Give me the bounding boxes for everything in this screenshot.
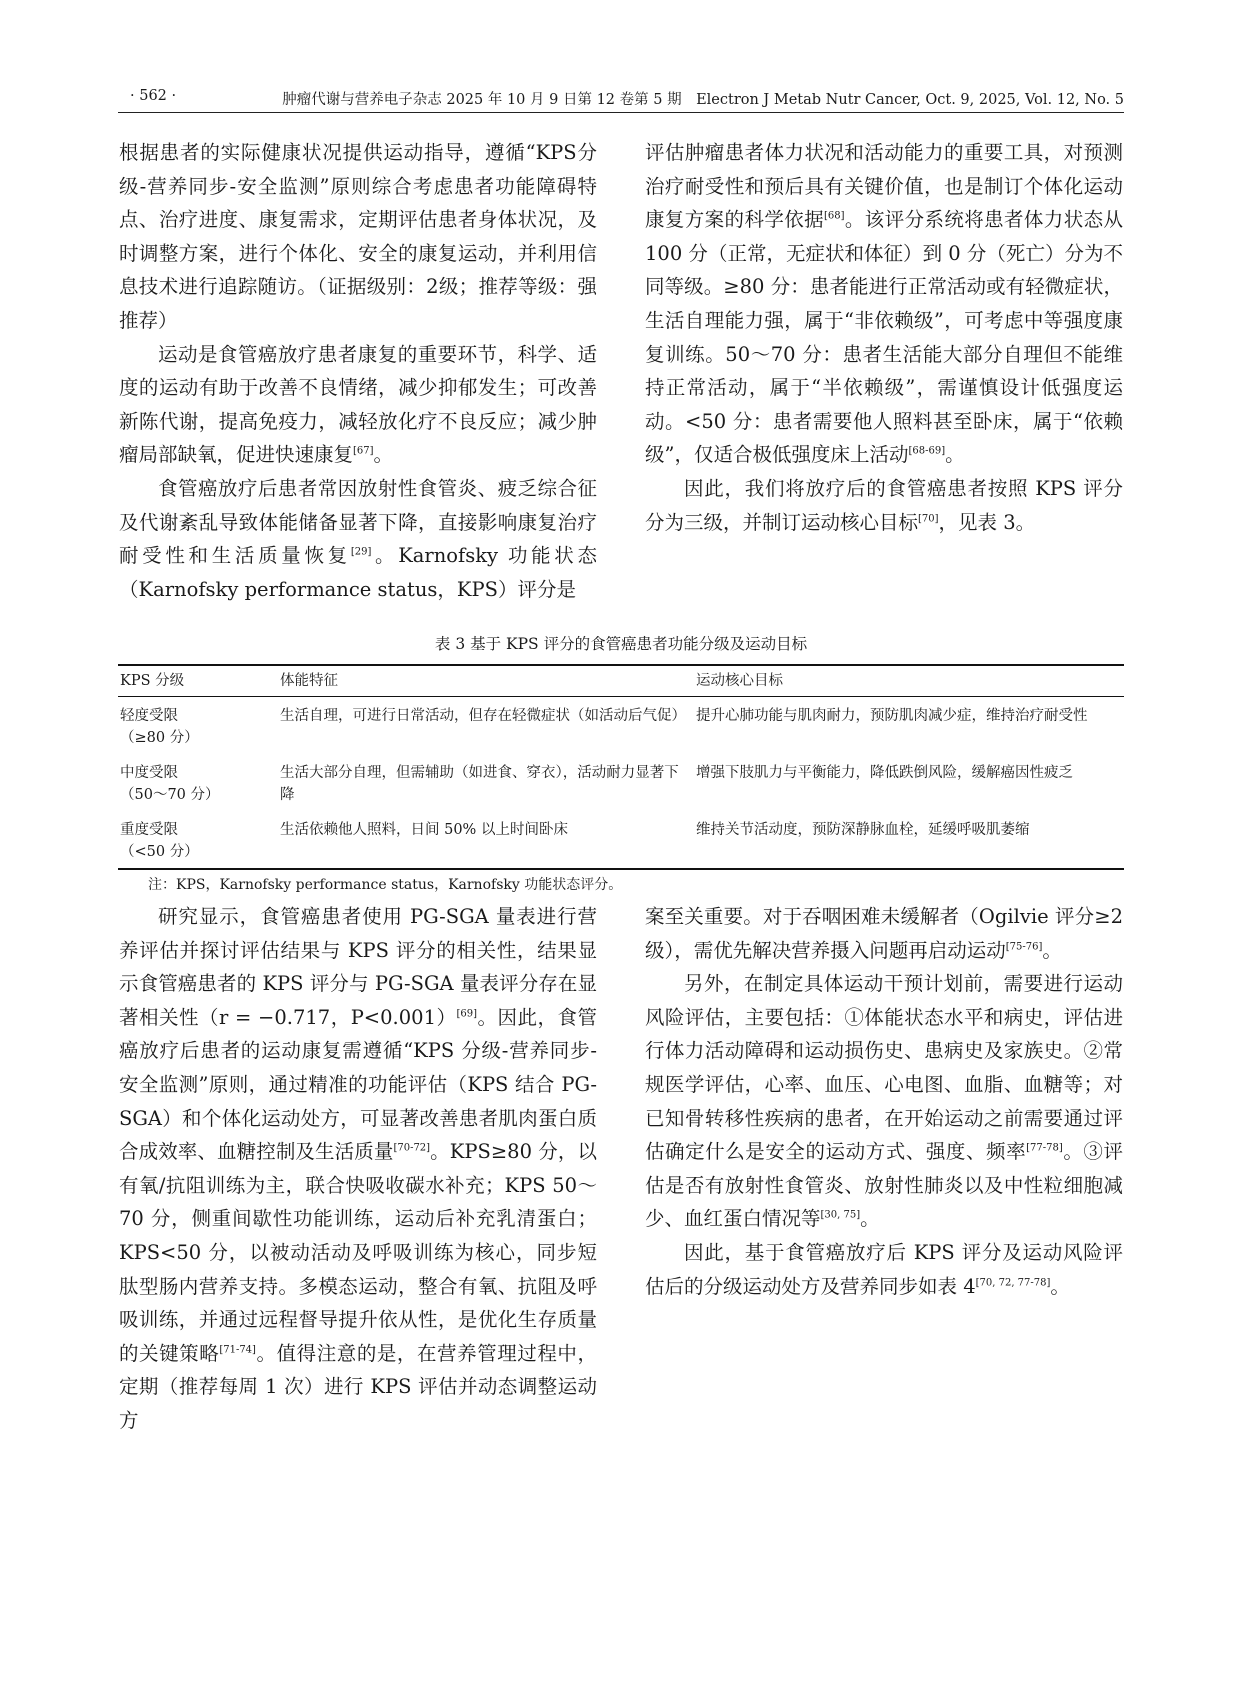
grade-score: （≥80 分） xyxy=(120,730,199,746)
paragraph xyxy=(645,136,1123,472)
paragraph-text: 。该评分系统将患者体力状态从 100 分（正常，无症状和体征）到 0 分（死亡）分为不同等级。≥80 分：患者能进行正常活动或有轻微症状，生活自理能力强，属于“非依赖级”，可考虑中等强度康复训练。50～70 分：患者生活能大部分自理但不能维持正常活动，属于“半依赖级”，需谨慎设计低强度运动。<50 分：患者需要他人照料甚至卧床，属于“依赖级”，仅适合极低强度床上活动 xyxy=(645,208,1123,467)
goals-cell: 维持关节活动度，预防深静脉血栓，延缓呼吸肌萎缩 xyxy=(696,822,1030,838)
features-cell: 生活自理，可进行日常活动，但存在轻微症状（如活动后气促） xyxy=(280,708,686,724)
paragraph-text: 。 xyxy=(1042,938,1062,962)
paragraph-text: 食管癌放疗后患者常因放射性食管炎、疲乏综合征及代谢紊乱导致体能储备显著下降，直接影响康复治疗耐受性和生活质量恢复 xyxy=(119,476,597,568)
kps-grade-cell xyxy=(118,811,278,869)
citation: [75-76] xyxy=(1005,941,1043,953)
citation: [70] xyxy=(918,513,939,525)
paragraph-text: 。KPS≥80 分，以有氧/抗阻训练为主，联合快吸收碳水补充；KPS 50～70 分，侧重间歇性功能训练，运动后补充乳清蛋白；KPS<50 分，以被动活动及呼吸训练为核心，同步短肽型肠内营养支持。多模态运动，整合有氧、抗阻及呼吸训练，并通过远程督导提升依从性，是优化生存质量的关键策略 xyxy=(119,1140,597,1365)
table-note: 注：KPS，Karnofsky performance status，Karnofsky 功能状态评分。 xyxy=(148,877,623,893)
table-row xyxy=(118,811,1124,869)
paragraph xyxy=(645,472,1123,539)
paragraph-text: 。Karnofsky 功能状态（Karnofsky performance status，KPS）评分是 xyxy=(119,544,597,601)
citation: [70-72] xyxy=(393,1142,431,1154)
paragraph-text: 因此，基于食管癌放疗后 KPS 评分及运动风险评估后的分级运动处方及营养同步如表 4 xyxy=(645,1240,1123,1298)
citation: [67] xyxy=(353,445,374,457)
grade-score: （<50 分） xyxy=(120,844,199,860)
table-row xyxy=(118,754,1124,811)
features-cell: 生活依赖他人照料，日间 50% 以上时间卧床 xyxy=(280,822,568,838)
header-kps-grade: KPS 分级 xyxy=(120,673,185,689)
right-column-bottom xyxy=(645,900,1123,1303)
running-header xyxy=(118,86,1124,113)
paragraph xyxy=(119,900,597,1438)
table-caption: 表 3 基于 KPS 评分的食管癌患者功能分级及运动目标 xyxy=(434,635,808,653)
journal-running-head: 肿瘤代谢与营养电子杂志 2025 年 10 月 9 日第 12 卷第 5 期 Electron J Metab Nutr Cancer, Oct. 9, 2025, Vol. 12, No. 5 xyxy=(282,92,1124,108)
paragraph xyxy=(119,472,597,606)
paragraph-text: 案至关重要。对于吞咽困难未缓解者（Ogilvie 评分≥2 级），需优先解决营养摄入问题再启动运动 xyxy=(645,905,1123,962)
paragraph-text: 评估肿瘤患者体力状况和活动能力的重要工具，对预测治疗耐受性和预后具有关键价值，也是制订个体化运动康复方案的科学依据 xyxy=(645,141,1123,232)
paragraph-text: 。③评估是否有放射性食管炎、放射性肺炎以及中性粒细胞减少、血红蛋白情况等 xyxy=(645,1140,1123,1231)
goals-cell: 增强下肢肌力与平衡能力，降低跌倒风险，缓解癌因性疲乏 xyxy=(696,765,1073,781)
paragraph-text: 运动是食管癌放疗患者康复的重要环节，科学、适度的运动有助于改善不良情绪，减少抑郁发生；可改善新陈代谢，提高免疫力，减轻放化疗不良反应；减少肿瘤局部缺氧，促进快速康复 xyxy=(119,342,597,467)
goals-cell: 提升心肺功能与肌肉耐力，预防肌肉减少症，维持治疗耐受性 xyxy=(696,708,1088,724)
paragraph-text: 。 xyxy=(945,443,965,467)
page-number: · 562 · xyxy=(130,88,177,104)
citation: [71-74] xyxy=(219,1344,256,1356)
citation: [77-78] xyxy=(1026,1142,1063,1154)
paragraph: 根据患者的实际健康状况提供运动指导，遵循“KPS分级-营养同步-安全监测”原则综合考虑患者功能障碍特点、治疗进度、康复需求，定期评估患者身体状况，及时调整方案，进行个体化、安全的康复运动，并利用信息技术进行追踪随访。（证据级别：2级；推荐等级：强推荐） xyxy=(119,141,597,332)
header-physical-features: 体能特征 xyxy=(280,673,338,689)
paragraph xyxy=(645,900,1123,967)
paragraph-text: 。 xyxy=(860,1207,880,1231)
kps-grade-cell xyxy=(118,754,278,811)
paragraph-text: 因此，我们将放疗后的食管癌患者按照 KPS 评分分为三级，并制订运动核心目标 xyxy=(645,476,1123,534)
paragraph-text: 研究显示，食管癌患者使用 PG-SGA 量表进行营养评估并探讨评估结果与 KPS 评分的相关性，结果显示食管癌患者的 KPS 评分与 PG-SGA 量表评分存在显著相关性（r = −0.717，P<0.001） xyxy=(119,905,597,1029)
paragraph-text: 。值得注意的是，在营养管理过程中，定期（推荐每周 1 次）进行 KPS 评估并动态调整运动方 xyxy=(119,1341,597,1432)
grade-label: 重度受限 xyxy=(120,822,178,838)
paragraph xyxy=(645,1236,1123,1303)
citation: [30, 75] xyxy=(820,1209,861,1221)
left-column-top xyxy=(119,136,597,606)
grade-label: 轻度受限 xyxy=(120,708,178,724)
right-column-top xyxy=(645,136,1123,539)
paragraph-text: 。 xyxy=(1050,1274,1070,1298)
citation: [69] xyxy=(456,1008,477,1020)
grade-score: （50～70 分） xyxy=(120,787,220,803)
paragraph xyxy=(645,967,1123,1236)
table-header-row xyxy=(118,665,1124,697)
paragraph-text: 另外，在制定具体运动干预计划前，需要进行运动风险评估，主要包括：①体能状态水平和病史，评估进行体力活动障碍和运动损伤史、患病史及家族史。②常规医学评估，心率、血压、心电图、血脂、血糖等；对已知骨转移性疾病的患者，在开始运动之前需要通过评估确定什么是安全的运动方式、强度、频率 xyxy=(645,972,1123,1164)
citation: [29] xyxy=(350,546,372,558)
grade-label: 中度受限 xyxy=(120,765,178,781)
paragraph xyxy=(119,338,597,472)
paragraph-text: 。 xyxy=(373,443,394,467)
paragraph-text: ，见表 3。 xyxy=(938,510,1036,534)
kps-grade-cell xyxy=(118,697,278,755)
citation: [70, 72, 77-78] xyxy=(975,1277,1051,1289)
header-exercise-goals: 运动核心目标 xyxy=(696,673,783,689)
kps-table xyxy=(118,664,1124,870)
left-column-bottom xyxy=(119,900,597,1438)
citation: [68-69] xyxy=(908,445,946,457)
citation: [68] xyxy=(824,210,845,222)
features-cell: 生活大部分自理，但需辅助（如进食、穿衣），活动耐力显著下降 xyxy=(280,765,679,803)
table-row xyxy=(118,697,1124,755)
paragraph-text: 。因此，食管癌放疗后患者的运动康复需遵循“KPS 分级-营养同步-安全监测”原则，通过精准的功能评估（KPS 结合 PG-SGA）和个体化运动处方，可显著改善患者肌肉蛋白质合成效率、血糖控制及生活质量 xyxy=(119,1005,597,1164)
